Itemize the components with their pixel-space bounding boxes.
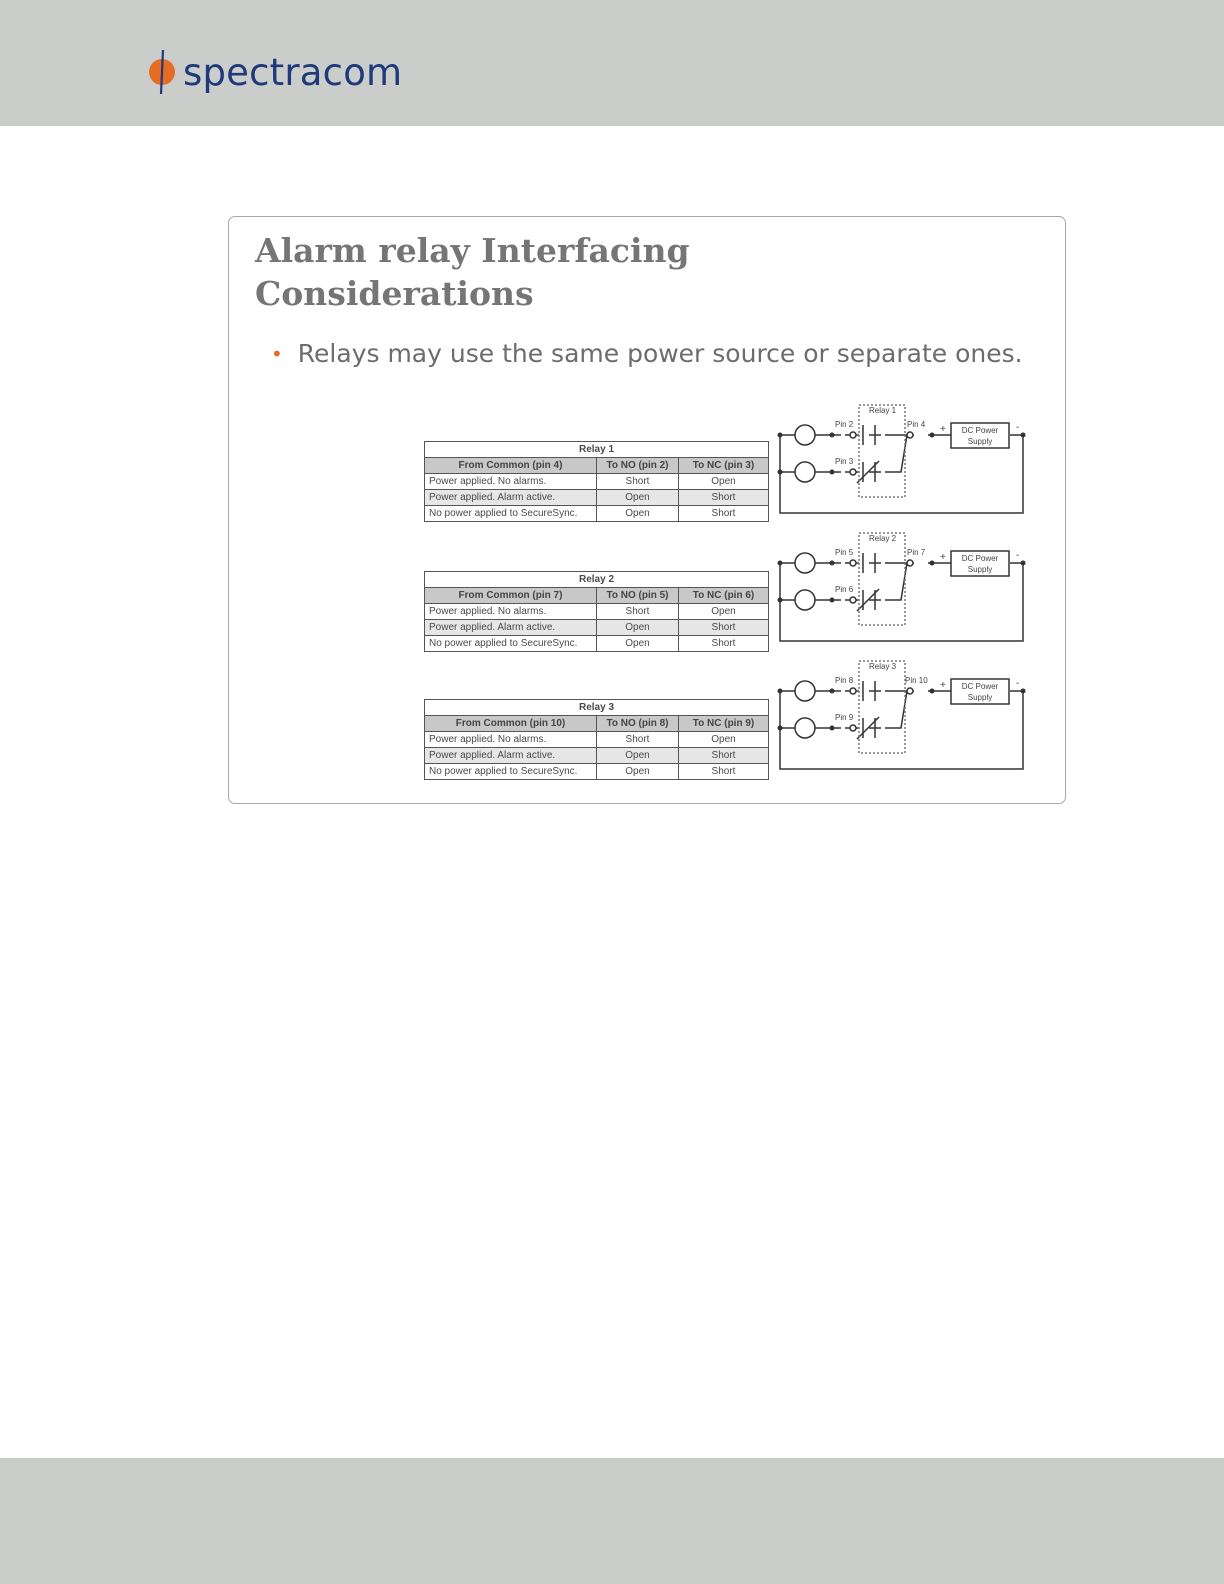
relay-2-table <box>424 571 769 652</box>
table-row <box>425 748 769 764</box>
table-cell: Power applied. No alarms. <box>425 732 597 748</box>
pin-label: Pin 5 <box>835 548 854 557</box>
table-cell: Short <box>597 474 679 490</box>
table-cell: Open <box>679 474 769 490</box>
table-cell: Power applied. No alarms. <box>425 474 597 490</box>
column-header: To NC (pin 3) <box>679 458 769 474</box>
column-header: From Common (pin 7) <box>425 588 597 604</box>
supply-label: Supply <box>967 565 993 574</box>
slide-image <box>228 216 1066 804</box>
slide-title-line-2: Considerations <box>255 274 534 313</box>
table-cell: Open <box>597 620 679 636</box>
column-header: To NO (pin 8) <box>597 716 679 732</box>
table-cell: Power applied. Alarm active. <box>425 490 597 506</box>
table-row <box>425 732 769 748</box>
column-header: From Common (pin 4) <box>425 458 597 474</box>
supply-label: Supply <box>967 437 993 446</box>
table-cell: Short <box>679 506 769 522</box>
relay-2-circuit-diagram <box>777 531 1033 647</box>
table-cell: No power applied to SecureSync. <box>425 506 597 522</box>
table-row <box>425 474 769 490</box>
pin-label: Pin 7 <box>907 548 926 557</box>
relay-3-table <box>424 699 769 780</box>
table-cell: Open <box>597 764 679 780</box>
table-row <box>425 764 769 780</box>
pin-label: Pin 8 <box>835 676 854 685</box>
supply-label: DC Power <box>961 554 999 563</box>
relay-1-circuit-diagram <box>777 403 1033 519</box>
relay-label: Relay 1 <box>869 406 897 415</box>
table-cell: Short <box>679 748 769 764</box>
pin-label: Pin 9 <box>835 713 854 722</box>
table-row <box>425 636 769 652</box>
brand-name: spectracom <box>183 50 403 94</box>
relay-label: Relay 3 <box>869 662 897 671</box>
bullet-text: Relays may use the same power source or separate ones. <box>297 339 1023 368</box>
bullet-item <box>271 339 1023 368</box>
table-cell: Open <box>597 748 679 764</box>
supply-label: DC Power <box>961 682 999 691</box>
table-cell: Short <box>597 604 679 620</box>
relay-label: Relay 2 <box>869 534 897 543</box>
bullet-dot-icon: • <box>271 341 283 366</box>
table-cell: Short <box>679 490 769 506</box>
table-cell: Power applied. Alarm active. <box>425 748 597 764</box>
table-row <box>425 490 769 506</box>
pin-label: Pin 10 <box>905 676 928 685</box>
table-row <box>425 620 769 636</box>
slide-title-line-1: Alarm relay Interfacing <box>255 231 690 270</box>
pin-label: Pin 2 <box>835 420 854 429</box>
table-row <box>425 506 769 522</box>
page-header <box>0 0 1224 126</box>
page-footer <box>0 1458 1224 1584</box>
plus-sign: + <box>940 680 946 691</box>
pin-label: Pin 3 <box>835 457 854 466</box>
table-cell: Open <box>679 604 769 620</box>
pin-label: Pin 6 <box>835 585 854 594</box>
minus-sign: - <box>1016 550 1020 561</box>
table-cell: Open <box>597 490 679 506</box>
table-cell: Short <box>679 764 769 780</box>
table-cell: No power applied to SecureSync. <box>425 636 597 652</box>
table-cell: Power applied. Alarm active. <box>425 620 597 636</box>
table-caption: Relay 2 <box>425 572 769 588</box>
spectracom-logo-icon <box>146 48 180 96</box>
slide-title <box>255 229 775 315</box>
plus-sign: + <box>940 552 946 563</box>
table-cell: No power applied to SecureSync. <box>425 764 597 780</box>
table-cell: Short <box>597 732 679 748</box>
table-cell: Open <box>679 732 769 748</box>
table-cell: Open <box>597 506 679 522</box>
table-caption: Relay 1 <box>425 442 769 458</box>
column-header: To NO (pin 2) <box>597 458 679 474</box>
table-cell: Short <box>679 636 769 652</box>
column-header: To NC (pin 9) <box>679 716 769 732</box>
relay-3-circuit-diagram <box>777 659 1033 775</box>
table-caption: Relay 3 <box>425 700 769 716</box>
table-row <box>425 604 769 620</box>
relay-1-table <box>424 441 769 522</box>
supply-label: Supply <box>967 693 993 702</box>
table-cell: Open <box>597 636 679 652</box>
column-header: To NC (pin 6) <box>679 588 769 604</box>
table-cell: Short <box>679 620 769 636</box>
column-header: To NO (pin 5) <box>597 588 679 604</box>
table-cell: Power applied. No alarms. <box>425 604 597 620</box>
column-header: From Common (pin 10) <box>425 716 597 732</box>
minus-sign: - <box>1016 678 1020 689</box>
spectracom-logo <box>146 48 402 96</box>
minus-sign: - <box>1016 422 1020 433</box>
plus-sign: + <box>940 424 946 435</box>
supply-label: DC Power <box>961 426 999 435</box>
pin-label: Pin 4 <box>907 420 926 429</box>
